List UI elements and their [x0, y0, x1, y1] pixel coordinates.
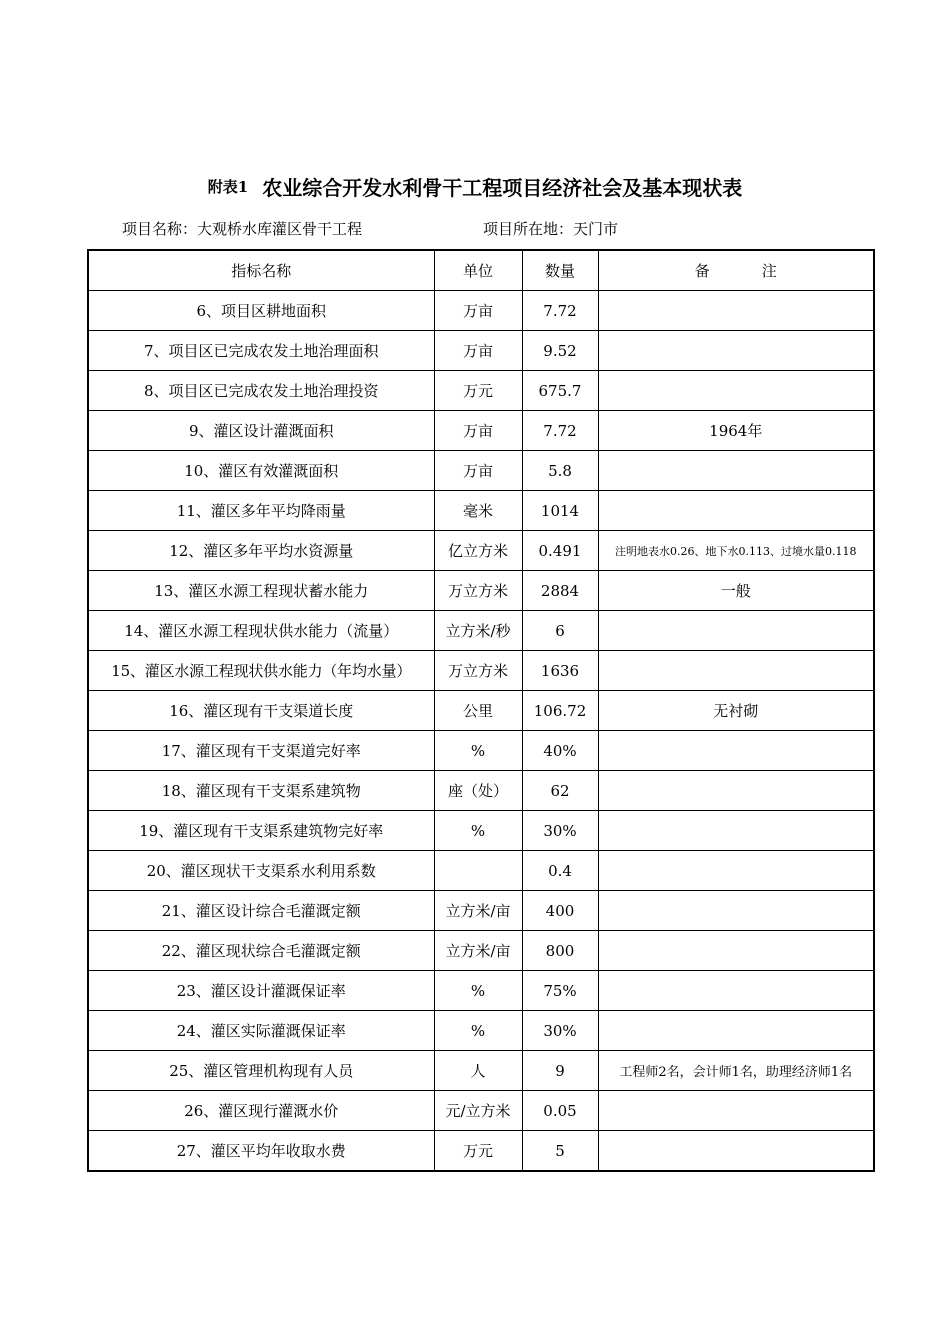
project-location: 项目所在地：天门市 — [483, 220, 619, 238]
cell-note: 注明地表水0.26、地下水0.113、过境水量0.118 — [598, 531, 874, 571]
cell-quantity: 5 — [522, 1131, 598, 1172]
table-row — [88, 1091, 874, 1131]
cell-note — [598, 971, 874, 1011]
cell-quantity: 30% — [522, 811, 598, 851]
cell-unit: 立方米/亩 — [434, 931, 522, 971]
cell-quantity: 0.491 — [522, 531, 598, 571]
table-body — [88, 291, 874, 1172]
cell-name: 15、灌区水源工程现状供水能力（年均水量） — [88, 651, 434, 691]
table-row — [88, 531, 874, 571]
table-row — [88, 571, 874, 611]
cell-note — [598, 851, 874, 891]
cell-name: 17、灌区现有干支渠道完好率 — [88, 731, 434, 771]
header-unit: 单位 — [434, 250, 522, 291]
cell-note — [598, 331, 874, 371]
cell-name: 9、灌区设计灌溉面积 — [88, 411, 434, 451]
table-row — [88, 691, 874, 731]
cell-name: 25、灌区管理机构现有人员 — [88, 1051, 434, 1091]
cell-unit: % — [434, 811, 522, 851]
cell-note — [598, 1131, 874, 1172]
cell-note: 工程师2名，会计师1名，助理经济师1名 — [598, 1051, 874, 1091]
cell-note: 无衬砌 — [598, 691, 874, 731]
table-row — [88, 611, 874, 651]
cell-unit: 万亩 — [434, 331, 522, 371]
cell-unit: 人 — [434, 1051, 522, 1091]
table-row — [88, 1051, 874, 1091]
table-row — [88, 1011, 874, 1051]
cell-quantity: 62 — [522, 771, 598, 811]
cell-name: 16、灌区现有干支渠道长度 — [88, 691, 434, 731]
cell-name: 7、项目区已完成农发土地治理面积 — [88, 331, 434, 371]
table-row — [88, 291, 874, 331]
table-row — [88, 771, 874, 811]
cell-unit: 亿立方米 — [434, 531, 522, 571]
cell-unit: 万元 — [434, 1131, 522, 1172]
table-row — [88, 1131, 874, 1172]
cell-quantity: 9.52 — [522, 331, 598, 371]
cell-unit: 万亩 — [434, 411, 522, 451]
title-main: 农业综合开发水利骨干工程项目经济社会及基本现状表 — [262, 176, 743, 200]
table-row — [88, 491, 874, 531]
table-row — [88, 651, 874, 691]
cell-name: 8、项目区已完成农发土地治理投资 — [88, 371, 434, 411]
cell-note: 一般 — [598, 571, 874, 611]
cell-unit: 立方米/亩 — [434, 891, 522, 931]
table-row — [88, 971, 874, 1011]
cell-quantity: 675.7 — [522, 371, 598, 411]
cell-note — [598, 891, 874, 931]
cell-name: 11、灌区多年平均降雨量 — [88, 491, 434, 531]
table-row — [88, 451, 874, 491]
cell-unit: % — [434, 971, 522, 1011]
cell-note — [598, 651, 874, 691]
header-note — [598, 250, 874, 291]
cell-quantity: 40% — [522, 731, 598, 771]
cell-note — [598, 1011, 874, 1051]
cell-unit: 立方米/秒 — [434, 611, 522, 651]
cell-note — [598, 291, 874, 331]
cell-unit: 万立方米 — [434, 571, 522, 611]
table-row — [88, 411, 874, 451]
cell-name: 12、灌区多年平均水资源量 — [88, 531, 434, 571]
cell-name: 20、灌区现状干支渠系水利用系数 — [88, 851, 434, 891]
cell-unit: 万立方米 — [434, 651, 522, 691]
cell-name: 27、灌区平均年收取水费 — [88, 1131, 434, 1172]
table-header-row — [88, 250, 874, 291]
cell-note — [598, 931, 874, 971]
cell-unit — [434, 851, 522, 891]
table-row — [88, 811, 874, 851]
indicator-table — [87, 249, 875, 1172]
table-row — [88, 371, 874, 411]
cell-note — [598, 611, 874, 651]
cell-quantity: 6 — [522, 611, 598, 651]
cell-unit: 公里 — [434, 691, 522, 731]
cell-quantity: 400 — [522, 891, 598, 931]
table-row — [88, 851, 874, 891]
cell-note — [598, 451, 874, 491]
table-row — [88, 931, 874, 971]
cell-note: 1964年 — [598, 411, 874, 451]
cell-name: 19、灌区现有干支渠系建筑物完好率 — [88, 811, 434, 851]
cell-quantity: 9 — [522, 1051, 598, 1091]
project-name: 项目名称：大观桥水库灌区骨干工程 — [122, 220, 363, 238]
cell-name: 26、灌区现行灌溉水价 — [88, 1091, 434, 1131]
cell-quantity: 7.72 — [522, 411, 598, 451]
cell-name: 18、灌区现有干支渠系建筑物 — [88, 771, 434, 811]
cell-unit: % — [434, 731, 522, 771]
header-note-a: 备 — [694, 262, 710, 280]
header-note-b: 注 — [761, 262, 777, 280]
table-row — [88, 731, 874, 771]
cell-unit: 座（处） — [434, 771, 522, 811]
cell-note — [598, 371, 874, 411]
cell-unit: % — [434, 1011, 522, 1051]
cell-name: 10、灌区有效灌溉面积 — [88, 451, 434, 491]
cell-note — [598, 731, 874, 771]
cell-quantity: 800 — [522, 931, 598, 971]
cell-name: 21、灌区设计综合毛灌溉定额 — [88, 891, 434, 931]
cell-quantity: 1636 — [522, 651, 598, 691]
cell-name: 14、灌区水源工程现状供水能力（流量） — [88, 611, 434, 651]
cell-name: 23、灌区设计灌溉保证率 — [88, 971, 434, 1011]
cell-unit: 毫米 — [434, 491, 522, 531]
cell-name: 24、灌区实际灌溉保证率 — [88, 1011, 434, 1051]
page-title — [0, 172, 950, 201]
cell-unit: 万亩 — [434, 291, 522, 331]
title-prefix: 附表1 — [207, 178, 249, 196]
cell-quantity: 0.4 — [522, 851, 598, 891]
table-row — [88, 331, 874, 371]
cell-name: 13、灌区水源工程现状蓄水能力 — [88, 571, 434, 611]
cell-quantity: 75% — [522, 971, 598, 1011]
table-row — [88, 891, 874, 931]
cell-note — [598, 1091, 874, 1131]
cell-quantity: 30% — [522, 1011, 598, 1051]
cell-quantity: 5.8 — [522, 451, 598, 491]
cell-note — [598, 491, 874, 531]
cell-quantity: 0.05 — [522, 1091, 598, 1131]
cell-quantity: 106.72 — [522, 691, 598, 731]
cell-quantity: 2884 — [522, 571, 598, 611]
cell-quantity: 1014 — [522, 491, 598, 531]
cell-name: 6、项目区耕地面积 — [88, 291, 434, 331]
cell-note — [598, 811, 874, 851]
cell-unit: 元/立方米 — [434, 1091, 522, 1131]
cell-unit: 万元 — [434, 371, 522, 411]
header-name: 指标名称 — [88, 250, 434, 291]
header-quantity: 数量 — [522, 250, 598, 291]
cell-unit: 万亩 — [434, 451, 522, 491]
cell-quantity: 7.72 — [522, 291, 598, 331]
cell-note — [598, 771, 874, 811]
cell-name: 22、灌区现状综合毛灌溉定额 — [88, 931, 434, 971]
